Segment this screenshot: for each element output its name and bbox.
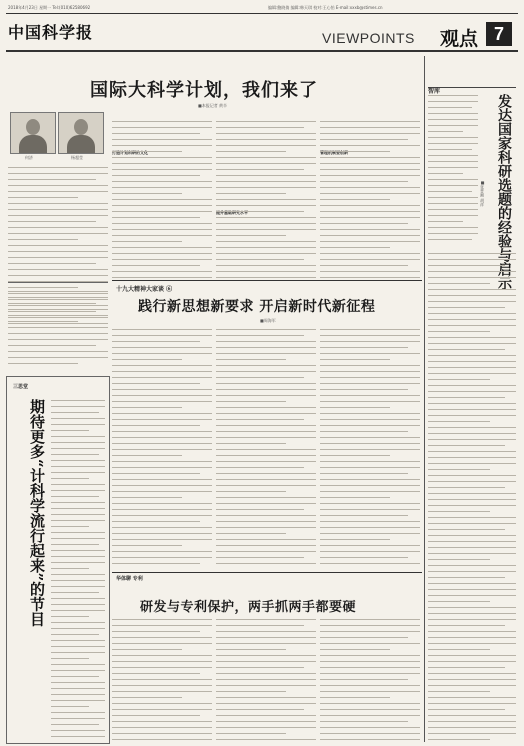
photo-caption-left: 何济 — [25, 155, 33, 160]
newspaper-logo: 中国科学报 — [8, 23, 94, 42]
feature-byline: ■周海军 — [260, 318, 276, 323]
bottom-col-1 — [112, 616, 212, 742]
bottom-label-text: 华体聊 — [116, 576, 132, 582]
sidebar-headline: 发达国家科研选题的经验与启示 — [496, 94, 512, 290]
editor-line: 编辑:鲍晓倩 编辑:韩天琪 校对:王心怡 E-mail:xxxb@stimes.cn — [268, 5, 383, 10]
bottom-col-2 — [216, 616, 316, 742]
main-article-col-2 — [112, 118, 212, 278]
author-photo-left — [10, 112, 56, 154]
main-headline: 国际大科学计划，我们来了 — [90, 80, 318, 101]
feature-top-rule — [112, 280, 422, 281]
bottom-label — [116, 575, 143, 582]
page-number: 7 — [486, 22, 512, 46]
left-sidebar-label: 三思堂 — [13, 384, 29, 390]
think-tank-label — [428, 78, 516, 95]
bottom-col-3 — [320, 616, 420, 742]
author-photo-right — [58, 112, 104, 154]
subhead-2: 提升基础研究水平 — [216, 210, 248, 215]
feature-kicker-number: ⑥ — [166, 286, 173, 293]
section-title-en: VIEWPOINTS — [322, 30, 415, 46]
left-sidebar-body — [51, 397, 105, 737]
left-column-text — [8, 288, 108, 368]
bottom-sublabel-text: 专利 — [132, 576, 143, 582]
left-sidebar-box — [6, 376, 110, 744]
left-sidebar-headline: 期待更多“计科学流行起来”的节目 — [28, 399, 46, 627]
feature-col-3 — [320, 326, 420, 568]
think-tank-label-text: 智库 — [428, 88, 441, 95]
sidebar-body — [428, 250, 516, 740]
left-subsection-label — [8, 282, 108, 283]
subhead-3: 管理机制要创新 — [320, 150, 348, 155]
sidebar-divider — [424, 56, 425, 742]
feature-col-1 — [112, 326, 212, 568]
sidebar-intro — [428, 92, 478, 242]
bottom-headline: 研发与专利保护，两手抓两手都要硬 — [140, 600, 357, 615]
feature-col-2 — [216, 326, 316, 568]
main-article-col-4 — [320, 118, 420, 278]
subhead-1: 打造计划科研的文化 — [112, 150, 148, 155]
top-rule — [6, 13, 518, 14]
date-line: 2018年4月23日 星期一 Tel:(010)62580692 — [8, 5, 91, 10]
main-article-col-3 — [216, 118, 316, 278]
photo-caption-right: 杨超莹 — [71, 155, 83, 160]
feature-kicker — [116, 284, 172, 293]
feature-headline: 践行新思想新要求 开启新时代新征程 — [138, 299, 376, 315]
main-byline: ■本报记者 黄辛 — [198, 103, 228, 108]
bottom-section-rule — [112, 572, 422, 573]
section-title-cn: 观点 — [440, 28, 479, 50]
feature-kicker-text: 十九大精神大家谈 — [116, 286, 165, 293]
sidebar-byline: ■张普湘 胡祥 — [480, 180, 485, 207]
masthead-rule — [6, 50, 518, 52]
